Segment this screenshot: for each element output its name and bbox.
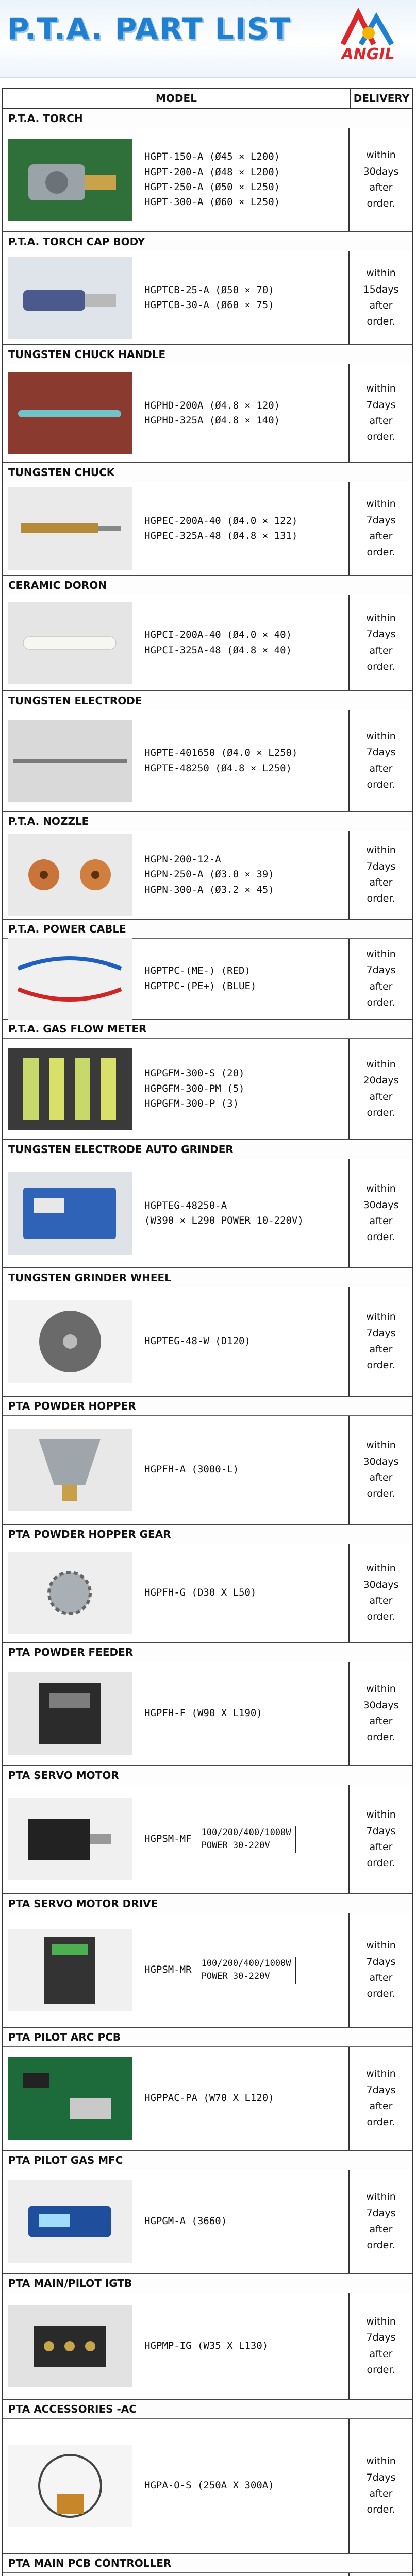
model-number: HGPFH-F (W90 X L190) bbox=[144, 1707, 262, 1719]
delivery-text: 7days bbox=[366, 1956, 396, 1968]
section-title: PTA SERVO MOTOR DRIVE bbox=[3, 1894, 412, 1913]
delivery-text: 7days bbox=[366, 629, 396, 640]
model-number: HGPTCB-25-A (Ø50 × 70) bbox=[144, 284, 274, 296]
model-number: HGPEC-325A-48 (Ø4.8 × 131) bbox=[144, 530, 298, 541]
delivery-text: within bbox=[366, 2191, 396, 2203]
model-number: HGPT-250-A (Ø50 × L250) bbox=[144, 181, 280, 193]
chuck-image bbox=[8, 487, 132, 570]
part-section bbox=[3, 109, 412, 232]
delivery-text: order. bbox=[367, 547, 395, 558]
model-cell bbox=[137, 939, 350, 1019]
model-number: HGPFH-G (D30 X L50) bbox=[144, 1587, 257, 1599]
delivery-cell bbox=[350, 1662, 412, 1765]
model-cell bbox=[137, 1785, 350, 1893]
part-section bbox=[3, 1766, 412, 1894]
section-title: CERAMIC DORON bbox=[3, 576, 412, 595]
part-photo-cell bbox=[3, 2170, 137, 2273]
model-number: HGPGM-A (3660) bbox=[144, 2215, 227, 2227]
torch-image bbox=[8, 139, 132, 221]
table-row bbox=[3, 482, 412, 575]
section-title: P.T.A. GAS FLOW METER bbox=[3, 1020, 412, 1039]
delivery-cell bbox=[350, 831, 412, 919]
table-row bbox=[3, 1913, 412, 2027]
model-number: HGPA-O-S (250A X 300A) bbox=[144, 2480, 274, 2492]
igbt-image bbox=[8, 2305, 132, 2387]
delivery-text: 7days bbox=[366, 964, 396, 976]
part-section bbox=[3, 1643, 412, 1766]
delivery-text: after bbox=[369, 2100, 393, 2112]
delivery-cell bbox=[350, 1287, 412, 1396]
delivery-text: after bbox=[369, 762, 393, 774]
table-row bbox=[3, 595, 412, 690]
part-photo-cell bbox=[3, 2573, 137, 2576]
part-section bbox=[3, 691, 412, 812]
model-number: HGPT-300-A (Ø60 × L250) bbox=[144, 196, 280, 208]
delivery-text: within bbox=[366, 267, 396, 279]
delivery-text: order. bbox=[367, 660, 395, 672]
delivery-text: order. bbox=[367, 431, 395, 443]
cap-body-image bbox=[8, 257, 132, 339]
delivery-text: 7days bbox=[366, 1327, 396, 1339]
model-cell bbox=[137, 128, 350, 231]
delivery-text: after bbox=[369, 182, 393, 193]
delivery-text: within bbox=[366, 2315, 396, 2327]
model-cell bbox=[137, 1416, 350, 1524]
section-title: TUNGSTEN CHUCK bbox=[3, 463, 412, 482]
model-cell bbox=[137, 1039, 350, 1139]
section-title: P.T.A. POWER CABLE bbox=[3, 920, 412, 939]
electrode-image bbox=[8, 720, 132, 802]
table-row bbox=[3, 2419, 412, 2553]
delivery-text: within bbox=[366, 149, 396, 161]
table-row bbox=[3, 251, 412, 344]
part-photo-cell bbox=[3, 364, 137, 462]
delivery-text: order. bbox=[367, 1611, 395, 1623]
delivery-text: 20days bbox=[363, 1075, 399, 1087]
model-cell bbox=[137, 1287, 350, 1396]
delivery-text: 7days bbox=[366, 2207, 396, 2219]
delivery-text: within bbox=[366, 1809, 396, 1821]
mfc-image bbox=[8, 2180, 132, 2263]
delivery-text: after bbox=[369, 1344, 393, 1355]
part-photo-cell bbox=[3, 1416, 137, 1524]
part-photo-cell bbox=[3, 595, 137, 690]
section-title: P.T.A. TORCH CAP BODY bbox=[3, 232, 412, 251]
delivery-text: 30days bbox=[363, 1455, 399, 1467]
parts-table bbox=[2, 88, 413, 2576]
table-row bbox=[3, 2047, 412, 2150]
delivery-text: 30days bbox=[363, 165, 399, 177]
delivery-column-header: DELIVERY bbox=[353, 92, 410, 105]
model-number: HGPGFM-300-P (3) bbox=[144, 1098, 239, 1110]
delivery-cell bbox=[350, 2047, 412, 2150]
table-row bbox=[3, 364, 412, 462]
section-title: TUNGSTEN CHUCK HANDLE bbox=[3, 345, 412, 364]
delivery-text: order. bbox=[367, 778, 395, 790]
delivery-text: within bbox=[366, 844, 396, 856]
part-section bbox=[3, 463, 412, 576]
model-cell bbox=[137, 2573, 350, 2576]
model-spec-box bbox=[197, 1826, 296, 1853]
model-number: HGPPAC-PA (W70 X L120) bbox=[144, 2092, 274, 2104]
model-column-header: MODEL bbox=[3, 89, 351, 108]
table-row bbox=[3, 2573, 412, 2576]
part-photo-cell bbox=[3, 2419, 137, 2553]
delivery-text: order. bbox=[367, 893, 395, 905]
part-photo-cell bbox=[3, 710, 137, 811]
part-section bbox=[3, 2151, 412, 2274]
part-section bbox=[3, 1397, 412, 1525]
model-number: HGPSM-MF bbox=[144, 1833, 192, 1845]
grinder-image bbox=[8, 1172, 132, 1255]
model-number: HGPTCB-30-A (Ø60 × 75) bbox=[144, 299, 274, 311]
part-section bbox=[3, 2274, 412, 2400]
table-row bbox=[3, 1039, 412, 1139]
delivery-cell bbox=[350, 251, 412, 344]
delivery-text: order. bbox=[367, 1360, 395, 1371]
delivery-cell bbox=[350, 364, 412, 462]
part-photo-cell bbox=[3, 1662, 137, 1765]
table-row bbox=[3, 1159, 412, 1267]
delivery-cell bbox=[350, 1785, 412, 1893]
model-number: HGPTE-48250 (Ø4.8 × L250) bbox=[144, 762, 292, 774]
model-number: HGPHD-325A (Ø4.8 × 140) bbox=[144, 415, 280, 426]
model-cell bbox=[137, 710, 350, 811]
part-photo-cell bbox=[3, 482, 137, 575]
delivery-text: after bbox=[369, 2224, 393, 2235]
delivery-text: after bbox=[369, 980, 393, 992]
delivery-text: within bbox=[366, 948, 396, 960]
spec-line: POWER 30-220V bbox=[201, 1840, 270, 1851]
header bbox=[0, 0, 416, 78]
delivery-text: order. bbox=[367, 198, 395, 210]
part-section bbox=[3, 812, 412, 920]
model-cell bbox=[137, 1159, 350, 1267]
spec-line: POWER 30-220V bbox=[201, 1971, 270, 1981]
part-section bbox=[3, 2028, 412, 2151]
part-photo-cell bbox=[3, 251, 137, 344]
hopper-image bbox=[8, 1429, 132, 1511]
part-photo-cell bbox=[3, 1785, 137, 1893]
section-title: PTA ACCESSORIES -AC bbox=[3, 2400, 412, 2419]
hopper-gear-image bbox=[8, 1552, 132, 1634]
model-number: HGPTPC-(PE+) (BLUE) bbox=[144, 980, 257, 992]
delivery-text: 7days bbox=[366, 2471, 396, 2483]
table-row bbox=[3, 1287, 412, 1396]
delivery-text: order. bbox=[367, 2240, 395, 2251]
model-cell bbox=[137, 364, 350, 462]
part-photo-cell bbox=[3, 2047, 137, 2150]
model-number: HGPN-250-A (Ø3.0 × 39) bbox=[144, 869, 274, 880]
delivery-text: order. bbox=[367, 1107, 395, 1118]
model-cell bbox=[137, 2419, 350, 2553]
model-number: HGPN-300-A (Ø3.2 × 45) bbox=[144, 884, 274, 895]
part-section bbox=[3, 1525, 412, 1643]
section-title: PTA MAIN PCB CONTROLLER bbox=[3, 2554, 412, 2573]
delivery-cell bbox=[350, 2573, 412, 2576]
delivery-text: after bbox=[369, 1091, 393, 1103]
table-row bbox=[3, 128, 412, 231]
section-title: TUNGSTEN ELECTRODE AUTO GRINDER bbox=[3, 1140, 412, 1159]
model-number: HGPTE-401650 (Ø4.0 × L250) bbox=[144, 747, 298, 759]
model-cell bbox=[137, 2293, 350, 2399]
part-section bbox=[3, 345, 412, 463]
delivery-text: 7days bbox=[366, 1825, 396, 1837]
table-row bbox=[3, 2170, 412, 2273]
ceramic-image bbox=[8, 602, 132, 684]
table-header bbox=[3, 89, 412, 109]
delivery-text: within bbox=[366, 1940, 396, 1952]
delivery-text: within bbox=[366, 730, 396, 742]
delivery-text: within bbox=[366, 1311, 396, 1323]
delivery-text: order. bbox=[367, 1488, 395, 1500]
table-row bbox=[3, 939, 412, 1019]
model-number: HGPCI-325A-48 (Ø4.8 × 40) bbox=[144, 644, 292, 656]
part-photo-cell bbox=[3, 1039, 137, 1139]
delivery-cell bbox=[350, 2170, 412, 2273]
model-number: HGPTEG-48250-A bbox=[144, 1199, 227, 1211]
page-title: P.T.A. PART LIST bbox=[7, 11, 291, 46]
delivery-text: after bbox=[369, 1716, 393, 1727]
table-row bbox=[3, 1785, 412, 1893]
part-section bbox=[3, 2400, 412, 2554]
section-title: PTA PILOT ARC PCB bbox=[3, 2028, 412, 2047]
delivery-text: 7days bbox=[366, 399, 396, 411]
table-row bbox=[3, 1662, 412, 1765]
delivery-text: order. bbox=[367, 1988, 395, 2000]
delivery-text: order. bbox=[367, 2116, 395, 2128]
model-cell bbox=[137, 831, 350, 919]
delivery-text: after bbox=[369, 877, 393, 888]
feeder-image bbox=[8, 1672, 132, 1755]
part-photo-cell bbox=[3, 1913, 137, 2027]
delivery-text: order. bbox=[367, 316, 395, 328]
delivery-text: after bbox=[369, 1972, 393, 1984]
delivery-text: after bbox=[369, 300, 393, 311]
section-title: P.T.A. NOZZLE bbox=[3, 812, 412, 831]
model-number: HGPCI-200A-40 (Ø4.0 × 40) bbox=[144, 629, 292, 641]
section-title: P.T.A. TORCH bbox=[3, 109, 412, 128]
delivery-cell bbox=[350, 710, 412, 811]
delivery-cell bbox=[350, 1039, 412, 1139]
delivery-text: within bbox=[366, 498, 396, 510]
delivery-text: 7days bbox=[366, 2332, 396, 2344]
part-photo-cell bbox=[3, 1544, 137, 1642]
model-number: HGPEC-200A-40 (Ø4.0 × 122) bbox=[144, 515, 298, 527]
table-row bbox=[3, 1416, 412, 1524]
table-row bbox=[3, 1544, 412, 1642]
part-photo-cell bbox=[3, 939, 137, 1019]
delivery-text: after bbox=[369, 2348, 393, 2360]
model-number: HGPGFM-300-PM (5) bbox=[144, 1082, 245, 1094]
delivery-text: after bbox=[369, 1215, 393, 1227]
delivery-text: 30days bbox=[363, 1199, 399, 1211]
spec-line: 100/200/400/1000W bbox=[201, 1827, 291, 1838]
section-title: PTA SERVO MOTOR bbox=[3, 1766, 412, 1785]
part-section bbox=[3, 1020, 412, 1140]
model-number: HGPTEG-48-W (D120) bbox=[144, 1335, 251, 1347]
model-cell bbox=[137, 595, 350, 690]
delivery-text: within bbox=[366, 1058, 396, 1070]
delivery-text: 7days bbox=[366, 2084, 396, 2096]
model-cell bbox=[137, 251, 350, 344]
delivery-cell bbox=[350, 939, 412, 1019]
delivery-text: after bbox=[369, 531, 393, 542]
delivery-text: within bbox=[366, 1183, 396, 1195]
delivery-cell bbox=[350, 2419, 412, 2553]
section-title: PTA MAIN/PILOT IGTB bbox=[3, 2274, 412, 2293]
part-section bbox=[3, 232, 412, 345]
model-cell bbox=[137, 2170, 350, 2273]
delivery-text: order. bbox=[367, 1857, 395, 1869]
model-number: (W390 × L290 POWER 10-220V) bbox=[144, 1215, 304, 1226]
delivery-text: within bbox=[366, 2068, 396, 2080]
model-number: HGPGFM-300-S (20) bbox=[144, 1067, 245, 1079]
table-body bbox=[3, 109, 412, 2576]
delivery-text: 7days bbox=[366, 514, 396, 526]
delivery-text: within bbox=[366, 612, 396, 624]
part-section bbox=[3, 1268, 412, 1397]
model-number: HGPN-200-12-A bbox=[144, 853, 221, 865]
accessories-image bbox=[8, 2445, 132, 2527]
delivery-cell bbox=[350, 595, 412, 690]
model-number: HGPMP-IG (W35 X L130) bbox=[144, 2340, 269, 2351]
model-cell bbox=[137, 1544, 350, 1642]
delivery-cell bbox=[350, 128, 412, 231]
part-photo-cell bbox=[3, 2293, 137, 2399]
model-cell bbox=[137, 482, 350, 575]
model-spec-box bbox=[197, 1957, 296, 1984]
delivery-cell bbox=[350, 1416, 412, 1524]
table-row bbox=[3, 710, 412, 811]
delivery-text: order. bbox=[367, 2504, 395, 2516]
part-photo-cell bbox=[3, 1287, 137, 1396]
delivery-text: within bbox=[366, 1683, 396, 1695]
delivery-cell bbox=[350, 1913, 412, 2027]
delivery-cell bbox=[350, 1159, 412, 1267]
model-number: HGPTPC-(ME-) (RED) bbox=[144, 965, 251, 977]
table-row bbox=[3, 831, 412, 919]
delivery-cell bbox=[350, 482, 412, 575]
delivery-text: within bbox=[366, 383, 396, 395]
flowmeter-image bbox=[8, 1048, 132, 1130]
model-number: HGPT-200-A (Ø48 × L200) bbox=[144, 166, 280, 178]
part-section bbox=[3, 2554, 412, 2576]
part-photo-cell bbox=[3, 831, 137, 919]
cable-image bbox=[8, 938, 132, 1020]
pcb-image bbox=[8, 2057, 132, 2140]
part-photo-cell bbox=[3, 128, 137, 231]
delivery-text: after bbox=[369, 1841, 393, 1853]
delivery-text: 30days bbox=[363, 1699, 399, 1711]
part-section bbox=[3, 576, 412, 691]
model-number: HGPHD-200A (Ø4.8 × 120) bbox=[144, 399, 280, 411]
delivery-text: 7days bbox=[366, 860, 396, 872]
logo-text: ANGIL bbox=[341, 45, 395, 63]
model-cell bbox=[137, 1913, 350, 2027]
delivery-text: order. bbox=[367, 2364, 395, 2376]
delivery-text: 15days bbox=[363, 283, 399, 295]
model-cell bbox=[137, 2047, 350, 2150]
section-title: PTA PILOT GAS MFC bbox=[3, 2151, 412, 2170]
model-number: HGPSM-MR bbox=[144, 1964, 192, 1976]
model-number: HGPT-150-A (Ø45 × L200) bbox=[144, 151, 280, 163]
servo-drive-image bbox=[8, 1929, 132, 2011]
delivery-text: 30days bbox=[363, 1579, 399, 1590]
delivery-text: after bbox=[369, 415, 393, 427]
section-title: TUNGSTEN ELECTRODE bbox=[3, 691, 412, 710]
nozzle-image bbox=[8, 834, 132, 916]
section-title: PTA POWDER FEEDER bbox=[3, 1643, 412, 1662]
delivery-cell bbox=[350, 1544, 412, 1642]
delivery-text: 7days bbox=[366, 747, 396, 758]
model-cell bbox=[137, 1662, 350, 1765]
delivery-text: after bbox=[369, 2488, 393, 2499]
section-title: PTA POWDER HOPPER bbox=[3, 1397, 412, 1416]
delivery-text: after bbox=[369, 645, 393, 656]
section-title: PTA POWDER HOPPER GEAR bbox=[3, 1525, 412, 1544]
spec-line: 100/200/400/1000W bbox=[201, 1958, 291, 1969]
delivery-cell bbox=[350, 2293, 412, 2399]
servo-motor-image bbox=[8, 1798, 132, 1880]
wheel-image bbox=[8, 1300, 132, 1383]
part-photo-cell bbox=[3, 1159, 137, 1267]
chuck-handle-image bbox=[8, 372, 132, 454]
delivery-text: order. bbox=[367, 1231, 395, 1243]
part-section bbox=[3, 1140, 412, 1268]
part-section bbox=[3, 920, 412, 1020]
delivery-text: order. bbox=[367, 1732, 395, 1743]
delivery-text: after bbox=[369, 1595, 393, 1606]
delivery-text: order. bbox=[367, 996, 395, 1008]
table-row bbox=[3, 2293, 412, 2399]
section-title: TUNGSTEN GRINDER WHEEL bbox=[3, 1268, 412, 1287]
model-number: HGPFH-A (3000-L) bbox=[144, 1464, 239, 1476]
delivery-text: within bbox=[366, 2455, 396, 2467]
delivery-text: after bbox=[369, 1472, 393, 1483]
delivery-text: within bbox=[366, 1439, 396, 1451]
delivery-text: within bbox=[366, 1563, 396, 1574]
part-section bbox=[3, 1894, 412, 2028]
